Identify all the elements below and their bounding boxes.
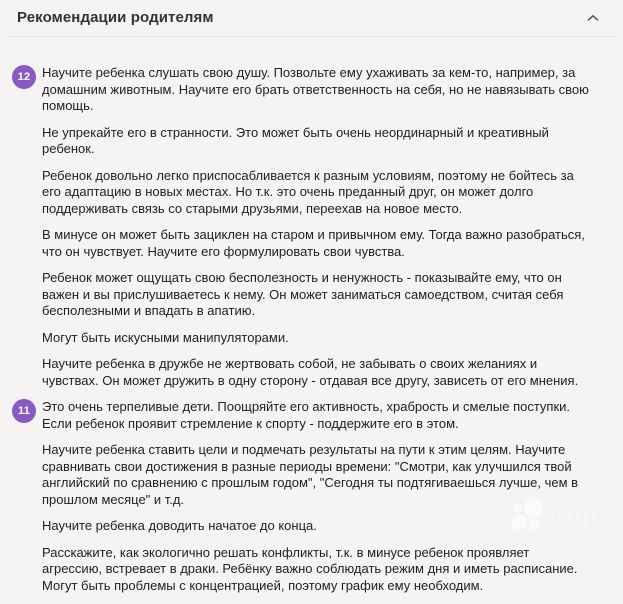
chevron-up-icon[interactable] <box>585 10 601 26</box>
list-item-12 <box>12 65 591 399</box>
section-title: Рекомендации родителям <box>17 9 214 26</box>
item-text <box>42 399 591 604</box>
recommendations-list <box>0 37 623 604</box>
item-text <box>42 65 591 399</box>
paragraph: Ребенок может ощущать свою бесполезность и ненужность - показывайте ему, что он важен и вы прислушиваетесь к нему. Он может заниматься самоедством, считая себя бесполезными и впадать в апатию. <box>42 270 564 318</box>
paragraph: Могут быть искусными манипуляторами. <box>42 329 289 345</box>
paragraph: Ребенок довольно легко приспосабливается к разным условиям, поэтому не бойтесь за его адаптацию в новых местах. Но т.к. это очень преданный друг, он может долго поддерживать связь со старыми друзьями, переехав на новое место. <box>42 167 574 216</box>
paragraph: Научите ребенка доводить начатое до конца. <box>42 518 317 533</box>
section-header[interactable] <box>0 0 623 36</box>
avito-watermark-text: Avito <box>545 500 617 534</box>
paragraph: В минусе он может быть зациклен на старом и привычном ему. Тогда важно разобраться, что он чувствует. Научите его формулировать свои чувства. <box>42 227 585 259</box>
paragraph: Не упрекайте его в странности. Это может быть очень неординарный и креативный ребенок. <box>42 124 549 156</box>
paragraph: Научите ребенка слушать свою душу. Позвольте ему ухаживать за кем-то, например, за домашним животным. Научите его брать ответственность на себя, но не навязывать свою помощь. <box>42 65 589 113</box>
item-number-badge: 11 <box>12 399 36 423</box>
paragraph: Это очень терпеливые дети. Поощряйте его активность, храбрость и смелые поступки. Если ребенок проявит стремление к спорту - поддержите его в этом. <box>42 399 571 431</box>
list-item-11 <box>12 399 591 604</box>
item-number-badge: 12 <box>12 65 36 89</box>
paragraph: Научите ребенка ставить цели и подмечать результаты на пути к этим целям. Научите сравнивать свои достижения в разные периоды времени: "Смотри, как улучшился твой английский по сравнению с прошлым годом", "Сегодня ты подтягиваешься лучше, чем в прошлом месяце" и т.д. <box>42 442 579 507</box>
paragraph: Научите ребенка в дружбе не жертвовать собой, не забывать о своих желаниях и чувствах. Он может дружить в одну сторону - отдавая все другу, зависеть от его мнения. <box>42 356 579 388</box>
paragraph: Расскажите, как экологично решать конфликты, т.к. в минусе ребенок проявляет агрессию, встревает в драки. Ребёнку важно соблюдать режим дня и иметь расписание. Могут быть проблемы с концентрацией, поэтому график ему необходим. <box>42 544 578 593</box>
